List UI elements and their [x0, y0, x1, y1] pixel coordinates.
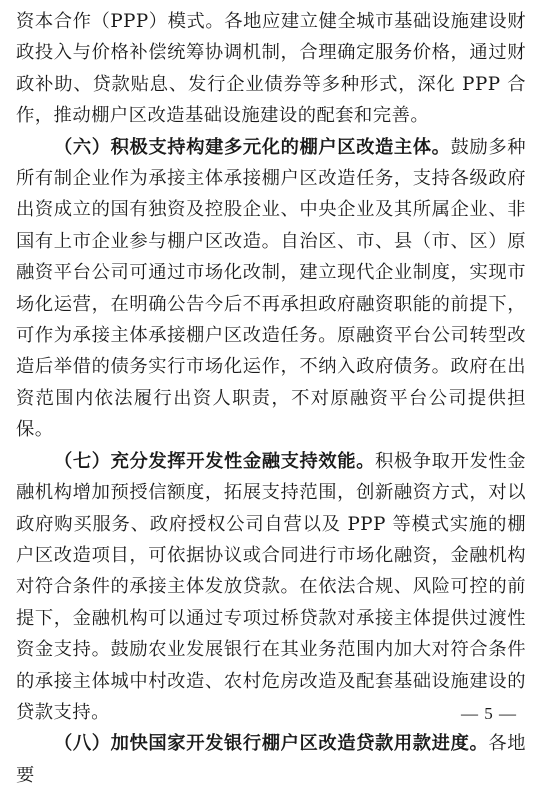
paragraph-text: 积极争取开发性金融机构增加预授信额度，拓展支持范围，创新融资方式，对以政府购买服务、政府授权公司自营以及 PPP 等模式实施的棚户区改造项目，可依据协议或合同进行市场化融资，金融机构对符合条件的承接主体发放贷款。在依法合规、风险可控的前提下，金融机构可以通过专项过桥贷款对承接主体提供过渡性资金支持。鼓励农业发展银行在其业务范围内加大对符合条件的承接主体城中村改造、农村危房改造及配套基础设施建设的贷款支持。	[16, 450, 527, 723]
paragraph-section-7	[16, 446, 526, 729]
paragraph-section-8	[16, 728, 526, 791]
paragraph-section-6	[16, 132, 526, 446]
paragraph-ppp-continuation	[16, 6, 526, 132]
section-heading-6: （六）积极支持构建多元化的棚户区改造主体。	[54, 136, 451, 158]
document-page	[16, 6, 526, 791]
section-heading-7: （七）充分发挥开发性金融支持效能。	[54, 450, 376, 472]
section-heading-8: （八）加快国家开发银行棚户区改造贷款用款进度。	[54, 733, 489, 755]
paragraph-text: 资本合作（PPP）模式。各地应建立健全城市基础设施建设财政投入与价格补偿统筹协调机制，合理确定服务价格，通过财政补助、贷款贴息、发行企业债券等多种形式，深化 PPP 合作，推动棚户区改造基础设施建设的配套和完善。	[16, 11, 526, 127]
paragraph-text: 鼓励多种所有制企业作为承接主体承接棚户区改造任务，支持各级政府出资成立的国有独资及控股企业、中央企业及其所属企业、非国有上市企业参与棚户区改造。自治区、市、县（市、区）原融资平台公司可通过市场化改制，建立现代企业制度，实现市场化运营，在明确公告今后不再承担政府融资职能的前提下，可作为承接主体承接棚户区改造任务。原融资平台公司转型改造后举借的债务实行市场化运作，不纳入政府债务。政府在出资范围内依法履行出资人职责，不对原融资平台公司提供担保。	[16, 136, 527, 441]
page-number: — 5 —	[461, 704, 517, 723]
paragraph-text: 各地要	[16, 733, 527, 786]
